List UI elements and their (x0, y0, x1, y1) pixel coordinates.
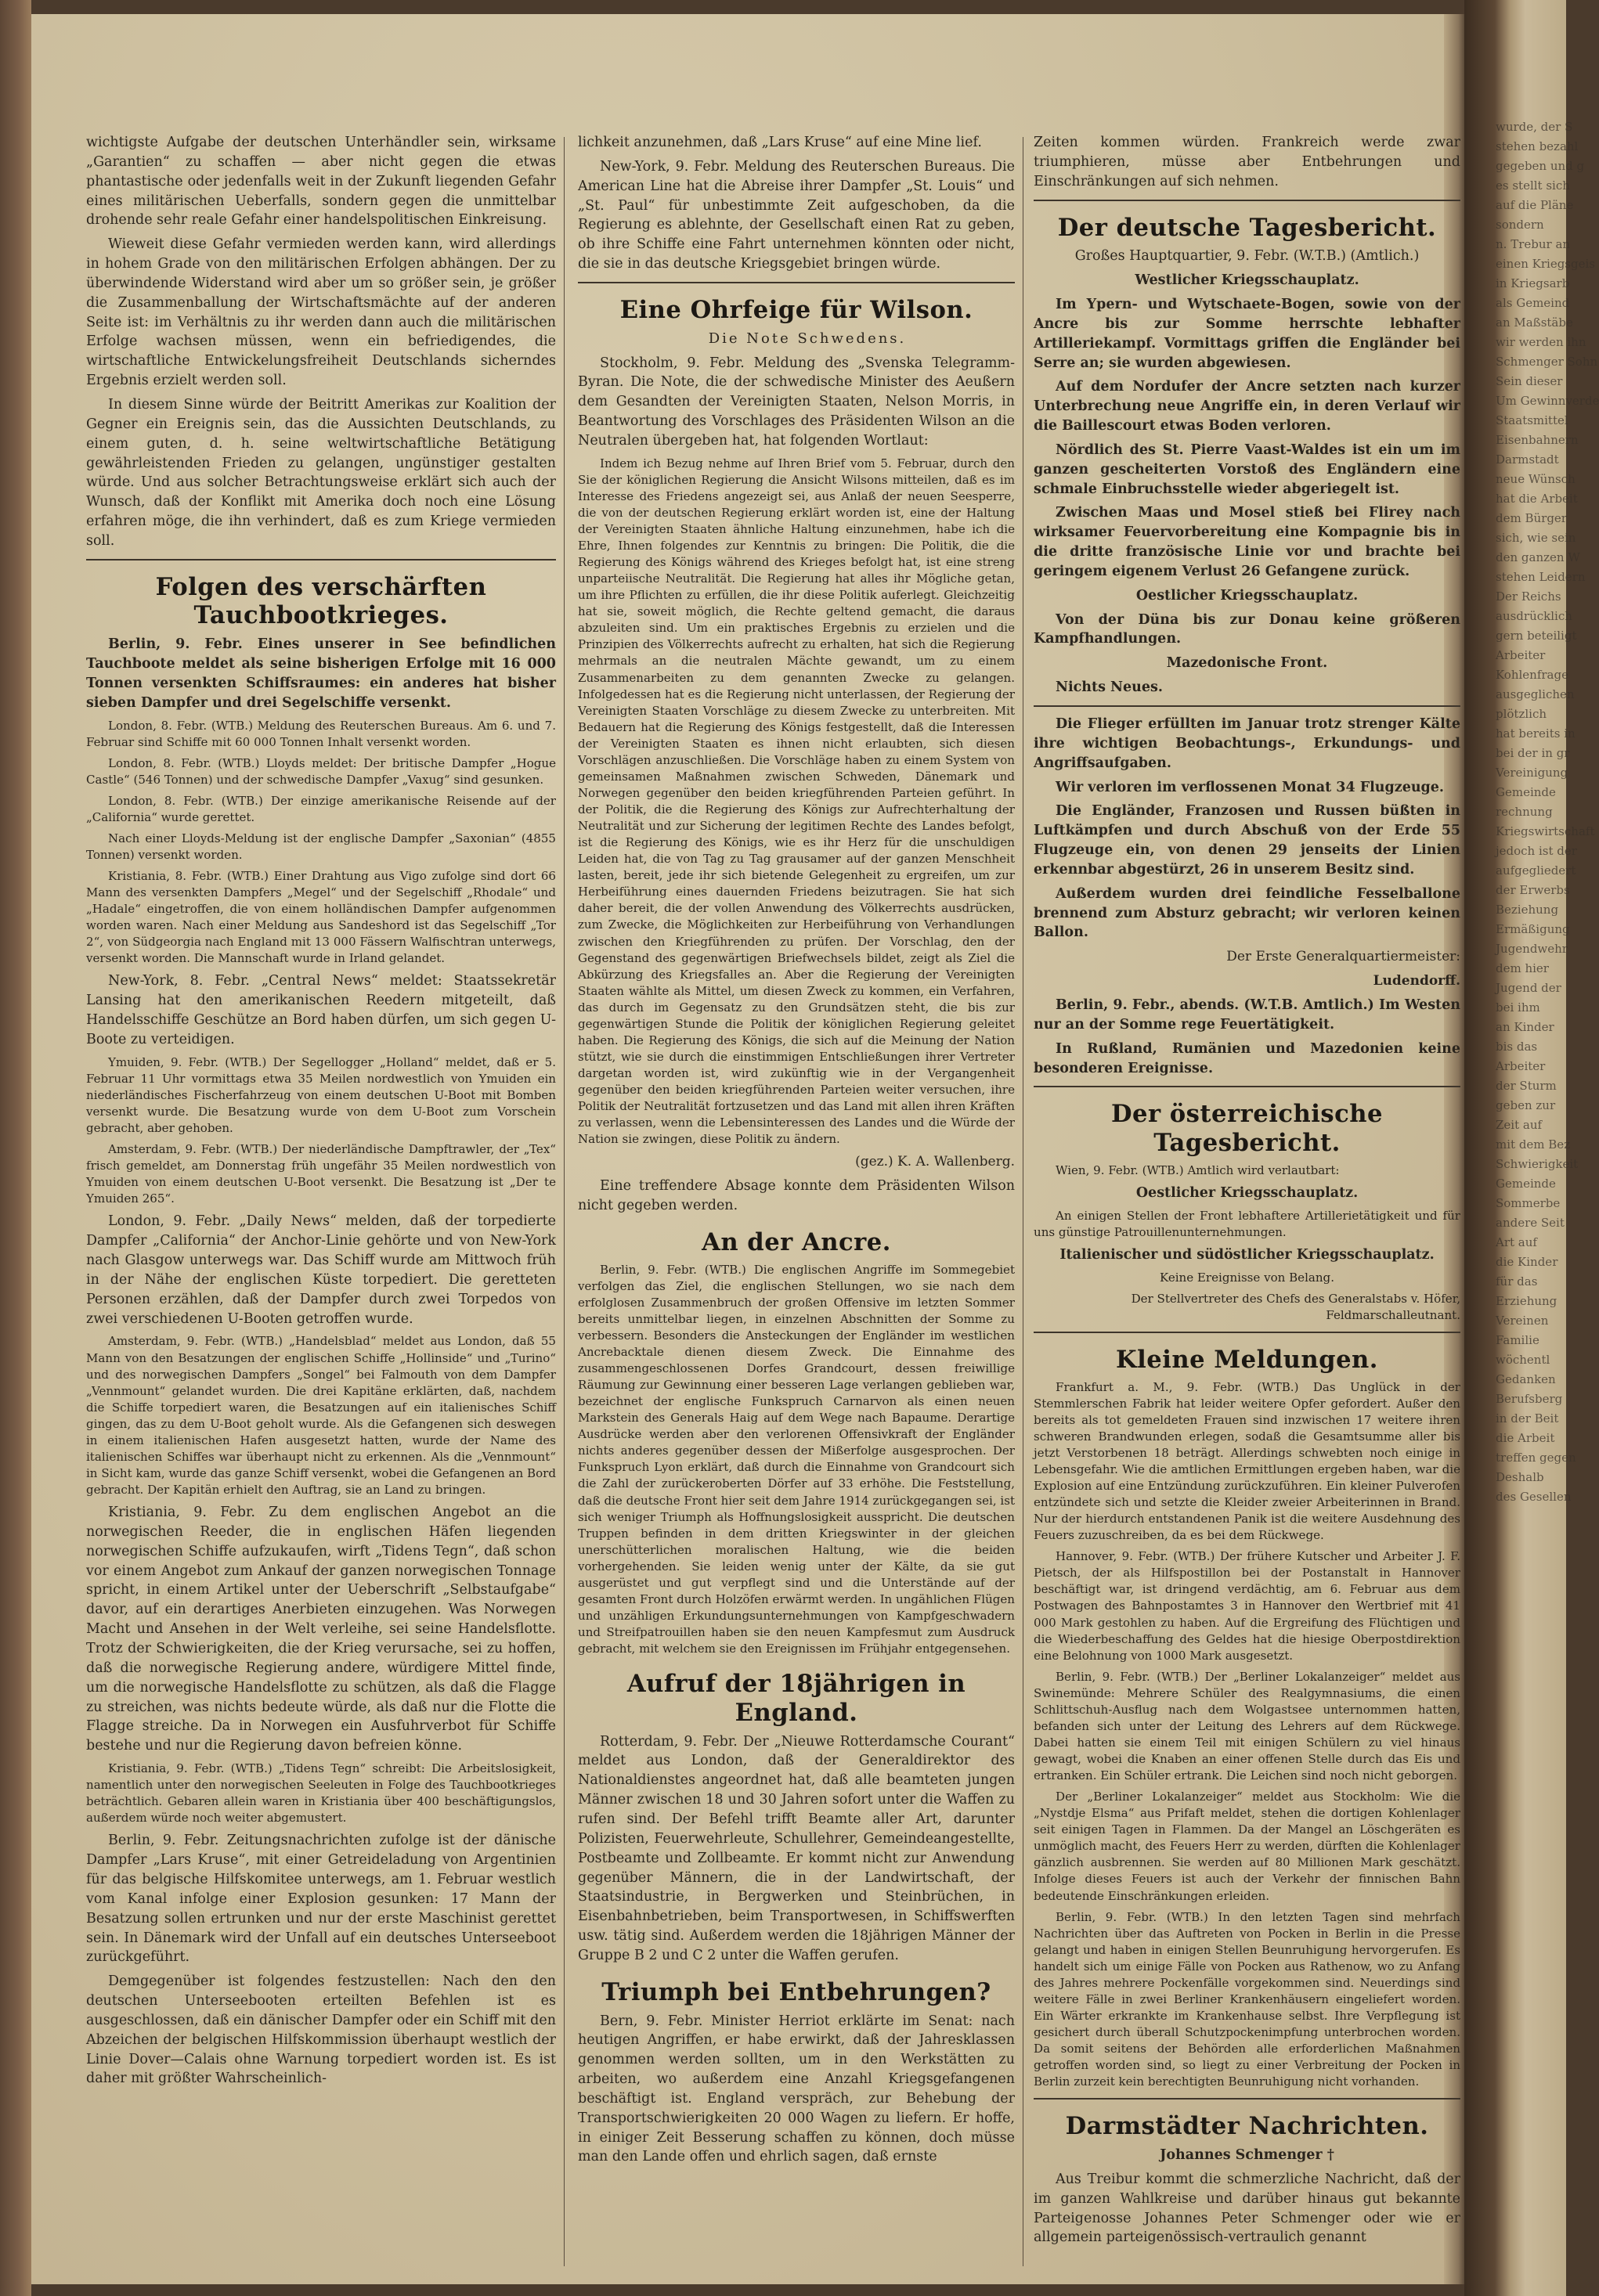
facing-page-line: ausdrücklich (1496, 609, 1572, 623)
headline-deutscher-tagesbericht: Der deutsche Tagesbericht. (1057, 213, 1437, 242)
facing-page-line: die Arbeit (1496, 1431, 1555, 1445)
obituary-text: Aus Treibur kommt die schmerzliche Nachricht, daß der im ganzen Wahlkreise und darüber hinaus gut bekannte Parteigenosse Johannes Peter Schmenger oder wie er allgemein parteigenössisch-vertraulich genannt (1034, 2171, 1460, 2246)
report-text: Nichts Neues. (1056, 679, 1163, 696)
news-item: Der „Berliner Lokalanzeiger“ meldet aus Stockholm: Wie die „Nystdje Elsma“ aus Prifaft meldet, stehen die dortigen Kohlenlager seit einigen Tagen in Flammen. Da der Mangel an Löschgeräten es unmöglich macht, des Feuers Herr zu werden, dürften die Kohlenlager gänzlich ausbrennen. Sie werden auf 80 Millionen Mark geschätzt. Infolge dieses Feuers ist auch der Verkehr der finnischen Bahn bedeutende Einschränkungen erleiden. (1034, 1790, 1460, 1903)
facing-page-line: rechnung (1496, 805, 1553, 819)
news-item: Frankfurt a. M., 9. Febr. (WTB.) Das Unglück in der Stemmlerschen Fabrik hat leider weitere Opfer gefordert. Außer den bereits als tot gemeldeten Frauen sind inzwischen 17 weitere ihren schweren Brandwunden erlegen, sodaß die Gesamtsumme aller bis jetzt Verstorbenen 18 beträgt. Allerdings schwebten noch einige in Lebensgefahr. Wie die amtlichen Ermittlungen ergeben haben, war die Explosion auf eine Entzündung zurückzuführen. Ein kleiner Pulverofen entzündete sich und setzte die Kleider zweier Arbeiterinnen in Brand. Nur der hierdurch entstandenen Panik ist die weitere Ausdehnung des Feuers zuzuschreiben, da es bei dem Rückwege. (1034, 1379, 1460, 1543)
report-dateline: Wien, 9. Febr. (WTB.) Amtlich wird verlautbart: (1056, 1162, 1340, 1177)
news-item: Demgegenüber ist folgendes festzustellen: Nach den den deutschen Unterseebooten erteilten Befehlen ist es ausgeschlossen, daß ein dänischer Dampfer oder ein Schiff mit den Abzeichen der belgischen Hilfskommission überhaupt westlich der Linie Dover—Calais ohne Warnung torpediert worden ist. Es ist daher mit größter Wahrscheinlich- (86, 1973, 556, 2087)
facing-page-line: hat bereits in (1496, 726, 1576, 741)
news-item: Kristiania, 9. Febr. Zu dem englischen Angebot an die norwegischen Reeder, die in englischen Häfen liegenden norwegischen Schiffe aufzukaufen, wirft „Tidens Tegn“, daß schon vor einem Angebot zum Ankauf der ganzen norwegischen Tonnage spricht, in einem Artikel unter der Ueberschrift „Selbstaufgabe“ davor, auf ein derartiges Anerbieten einzugehen. Was Norwegen Macht und Ansehen in der Welt verleihe, sei seine Handelsflotte. Trotz der Schwierigkeiten, die der Krieg verursache, sei zu hoffen, daß die norwegische Regierung andere, würdigere Mittel finde, um die norwegische Handelsflotte zu schützen, als daß die Flagge zu streichen, was nichts bedeute würde, als daß nur die Flotte die Flagge streiche. Da in Norwegen ein Ausfuhrverbot für Schiffe bestehe und nur die Regierung davon befreien könne. (86, 1505, 556, 1754)
headline-aufruf: Aufruf der 18jährigen in England. (626, 1670, 966, 1727)
news-item: London, 8. Febr. (WTB.) Der einzige amerikanische Reisende auf der „California“ wurde gerettet. (86, 793, 556, 824)
section-divider (1034, 2098, 1460, 2100)
facing-page-line: wurde, der S (1496, 120, 1573, 134)
report-dateline: Großes Hauptquartier, 9. Febr. (W.T.B.) (Amtlich.) (1074, 248, 1420, 265)
facing-page-line: bei ihm (1496, 1000, 1540, 1015)
column-1 (86, 133, 556, 2093)
facing-page-line: Beziehung (1496, 903, 1559, 917)
signature: (gez.) K. A. Wallenberg. (855, 1154, 1015, 1170)
section-divider (86, 559, 556, 560)
facing-page-line: Arbeiter (1496, 648, 1546, 662)
facing-page-line: Familie (1496, 1333, 1539, 1347)
news-item: Kristiania, 8. Febr. (WTB.) Einer Drahtung aus Vigo zufolge sind dort 66 Mann des versenkten Dampfers „Megel“ und der Segelschiff „Rhodale“ und „Hadale“ eingetroffen, die von einem holländischen Dampfer aufgenommen worden waren. Nach einer Meldung aus Sandeshord ist das Segelschiff „Tor 2“, von Südgeorgia nach England mit 13 000 Fässern Walfischtran unterwegs, versenkt worden. Die Mannschaft wurde in Irland gelandet. (86, 869, 556, 966)
facing-page-line: Kohlenfrage (1496, 668, 1568, 682)
facing-page-line: dem Bürger (1496, 511, 1567, 525)
report-text: An einigen Stellen der Front lebhaftere Artillerietätigkeit und für uns günstige Patrouillenunternehmungen. (1034, 1208, 1460, 1239)
news-item: Nach einer Lloyds-Meldung ist der englische Dampfer „Saxonian“ (4855 Tonnen) versenkt worden. (86, 831, 556, 863)
news-item: New-York, 8. Febr. „Central News“ meldet: Staatssekretär Lansing hat den amerikanischen Reedern mitgeteilt, daß Handelsschiffe Geschütze an Bord haben dürfen, um sich gegen U-Boote zu verteidigen. (86, 973, 556, 1047)
facing-page-line: gern beteiligt (1496, 629, 1577, 643)
report-text: In Rußland, Rumänien und Mazedonien keine besonderen Ereignisse. (1034, 1040, 1460, 1076)
facing-page-line: Schmenger Sohn (1496, 355, 1598, 369)
section-divider (1034, 1332, 1460, 1333)
continued-text: Zeiten kommen würden. Frankreich werde zwar triumphieren, müsse aber Entbehrungen und Einschränkungen auf sich nehmen. (1034, 135, 1460, 189)
obituary-name: Johannes Schmenger † (1160, 2147, 1334, 2164)
headline-tauchbootkrieg: Folgen des verschärften Tauchbootkrieges. (155, 572, 487, 630)
news-item: Ymuiden, 9. Febr. (WTB.) Der Segellogger „Holland“ meldet, daß er 5. Februar 11 Uhr vormittags etwa 35 Meilen nordwestlich von Ymuiden ein niederländisches Fischerfahrzeug von einem deutschen U-Boot mit Bomben versenkt wurde. Die Besatzung wurde von dem U-Boot zum Vorschein gebracht, aber gehoben. (86, 1054, 556, 1136)
report-text: Auf dem Nordufer der Ancre setzten nach kurzer Unterbrechung neue Angriffe ein, in deren Verlauf wir die Baillescourt etwas Boden verloren. (1034, 379, 1460, 434)
facing-page-line: stehen bezahl (1496, 139, 1579, 153)
news-item: Bern, 9. Febr. Minister Herriot erklärte im Senat: nach heutigen Angriffen, er habe erwirkt, daß der Jahresklassen genommen werden sollten, um in den Werkstätten zu arbeiten, wo außerdem eine Anzahl Kriegsgefangenen beschäftigt ist. England verspräch, zur Behebung der Transportschwierigkeiten 20 000 Wagen zu liefern. Er hoffe, in einiger Zeit Besserung schaffen zu können, doch müsse man den Lande offen und ehrlich sagen, daß ernste (578, 2013, 1015, 2165)
report-text: Zwischen Maas und Mosel stieß bei Flirey nach wirksamer Feuervorbereitung eine Kompagnie bis in die dritte französische Linie vor und brachte bei geringem eigenem Verlust 26 Gefangene zurück. (1034, 505, 1460, 579)
facing-page-line: an Kinder (1496, 1020, 1554, 1034)
front-title: Mazedonische Front. (1166, 655, 1328, 672)
facing-page-line: Berufsberg (1496, 1392, 1563, 1406)
news-item: London, 9. Febr. „Daily News“ melden, daß der torpedierte Dampfer „California“ der Anchor-Linie gehörte und von New-York nach Glasgow unterwegs war. Das Schiff wurde am Mittwoch früh in der Nähe der englischen Küste torpediert. Die geretteten Personen erzählen, daß der Dampfer durch zwei Torpedos von zwei verschiedenen U-Booten getroffen wurde. (86, 1213, 556, 1327)
report-text: Berlin, 9. Febr., abends. (W.T.B. Amtlich.) Im Westen nur an der Somme rege Feuertätigkeit. (1034, 997, 1460, 1033)
facing-page-line: es stellt sich (1496, 178, 1570, 193)
note-text: Indem ich Bezug nehme auf Ihren Brief vom 5. Februar, durch den Sie der königlichen Regierung die Ansicht Wilsons mitteilen, daß es im Interesse des Friedens angezeigt sei, aus Anlaß der neuen Seesperre, die von der deutschen Regierung erklärt worden ist, eine der Haltung der Vereinigten Staaten ähnliche Haltung einzunehmen, habe ich die Ehre, Ihnen folgendes zur Kenntnis zu bringen: Die Politik, die die Regierung des Königs während des Krieges befolgt hat, ist eine streng unparteiische Neutralität. Die Regierung hat alles ihr Mögliche getan, um ihre Pflichten zu erfüllen, die ihr diese Politik auferlegt. Gleichzeitig hat sie, soweit möglich, die Rechte geltend gemacht, die daraus abzuleiten sind. Um ein praktisches Ergebnis zu erzielen und die Prinzipien des Völkerrechts aufrecht zu erhalten, hat sich die Regierung mehrmals an die neutralen Mächte gewandt, um zu einem Zusammenarbeiten zu dem genannten Zwecke zu gelangen. Infolgedessen hat es die Regierung nicht unterlassen, der Regierung der Vereinigten Staaten Vorschläge zu diesem Zwecke zu unterbreiten. Mit Bedauern hat die Regierung des Königs festgestellt, daß die Interessen der Vereinigten Staaten es ihnen nicht erlaubten, sich diesen Vorschlägen anzuschließen. Die Vorschläge haben zu einem System von gemeinsamen Maßnahmen zwischen Schweden, Dänemark und Norwegen gegenüber den beiden kriegführenden Parteien geführt. In der Politik, die die Regierung des Königs zur Aufrechterhaltung der Neutralität und zur Sicherung der legitimen Rechte des Landes befolgt, ist die Regierung des Königs, wie es ihr Herz für die unschuldigen Leiden hat, die von Tag zu Tag grausamer auf der ganzen Menschheit lasten, bereit, jede ihr sich bietende Gelegenheit zu ergreifen, um zur Herbeiführung eines dauernden Friedens beizutragen. Sie hat sich daher bereit, die der vollen Anwendung des Völkerrechts ausdrücken, zum Zwecke, die Möglichkeiten zur Herbeiführung von Verhandlungen zwischen den Kriegführenden zu prüfen. Der Vorschlag, den der Gegenstand des gegenwärtigen Briefwechsels bildet, zeigt als Ziel die Abkürzung des Kriegsfalles an. Aber die Regierung der Vereinigten Staaten wählte als Mittel, um diesen Zweck zu kommen, ein Verfahren, das durch im Gegensatz zu den Grundsätzen steht, die bis zur gegenwärtigen Stunde die Politik der königlichen Regierung geleitet haben. Die Regierung des Königs, die sich auf die Meinung der Nation stützt, wie sie durch die einstimmigen Entschließungen ihrer Vertreter dargetan worden ist, wird zukünftig wie in der Vergangenheit gegenüber den beiden kriegführenden Parteien weiter versuchen, ihre Politik der Neutralität fortzusetzen und das Land mit allen ihren Kräften zu verlassen, wenn die Lebensinteressen des Landes und die Würde der Nation sie zwingen, diese Politik zu ändern. (578, 456, 1015, 1147)
report-text: Von der Düna bis zur Donau keine größeren Kampfhandlungen. (1034, 611, 1460, 647)
report-text: Keine Ereignisse von Belang. (1160, 1270, 1334, 1285)
column-3 (1034, 133, 1460, 2252)
facing-page-line: Arbeiter (1496, 1059, 1546, 1073)
signature-title: Der Erste Generalquartiermeister: (1226, 949, 1460, 965)
comment: Eine treffendere Absage konnte dem Präsidenten Wilson nicht gegeben werden. (578, 1178, 1015, 1214)
report-text: Die Flieger erfüllten im Januar trotz strenger Kälte ihre wichtigen Beobachtungs-, Erkundungs- und Angriffsaufgaben. (1034, 716, 1460, 771)
section-divider (1034, 705, 1460, 707)
news-item: London, 8. Febr. (WTB.) Lloyds meldet: Der britische Dampfer „Hogue Castle“ (546 Tonnen) und der schwedische Dampfer „Vaxug“ sind gesunken. (86, 755, 556, 787)
facing-page-line: Gemeinde (1496, 1177, 1556, 1191)
headline-wilson: Eine Ohrfeige für Wilson. (619, 295, 973, 324)
news-item: Hannover, 9. Febr. (WTB.) Der frühere Kutscher und Arbeiter J. F. Pietsch, der als Hilfspostillon bei der Postanstalt in Hannover beschäftigt war, ist dringend verdächtig, am 6. Februar aus dem Postwagen des Bahnpostamtes 3 in Hannover den Wertbrief mit 41 000 Mark gestohlen zu haben. Auf die Ergreifung des Flüchtigen und die Wiederbeschaffung des Geldes hat die hiesige Oberpostdirektion eine Belohnung von 1000 Mark ausgesetzt. (1034, 1549, 1460, 1663)
facing-page-line: n. Trebur an (1496, 237, 1571, 251)
news-item: Kristiania, 9. Febr. (WTB.) „Tidens Tegn“ schreibt: Die Arbeitslosigkeit, namentlich unter den norwegischen Seeleuten in Folge des Tauchbootkrieges beträchtlich. Gebaren allein waren in Kristiania über 400 beschäftigungslos, außerdem würde noch weiter abgemustert. (86, 1761, 556, 1826)
book-edge-left (0, 0, 31, 2296)
signature: Der Stellvertreter des Chefs des Generalstabs v. Höfer, Feldmarschalleutnant. (1131, 1291, 1460, 1322)
section-divider (578, 282, 1015, 283)
facing-page-line: Gemeinde (1496, 785, 1556, 799)
report-text: Nördlich des St. Pierre Vaast-Waldes ist ein um im ganzen gescheiterten Vorstoß des Engländern eine schmale Einbruchsstelle wieder abgeriegelt ist. (1034, 442, 1460, 497)
news-item: Berlin, 9. Febr. Zeitungsnachrichten zufolge ist der dänische Dampfer „Lars Kruse“, mit einer Getreideladung von Argentinien für das belgische Hilfskomitee unterwegs, am 1. Februar westlich vom Kanal infolge einer Explosion gesunken: 17 Mann der Besatzung sollen ertrunken und nur der erste Maschinist gerettet sein. In Dänemark wird der Unfall auf ein deutsches Unterseeboot zurückgeführt. (86, 1833, 556, 1966)
facing-page-line: Jugendwehr (1496, 942, 1568, 956)
section-divider (1034, 200, 1460, 201)
news-item: London, 8. Febr. (WTB.) Meldung des Reuterschen Bureaus. Am 6. und 7. Februar sind Schiffe mit 60 000 Tonnen Inhalt versenkt worden. (86, 718, 556, 749)
facing-page-line: wir werden ihn (1496, 335, 1586, 349)
facing-page-line: dem hier (1496, 961, 1549, 975)
column-2 (578, 133, 1015, 2172)
headline-ancre: An der Ancre. (702, 1227, 891, 1256)
facing-page-line: hat die Arbeit (1496, 492, 1578, 506)
facing-page-line: Staatsmittel (1496, 413, 1568, 427)
news-item: Stockholm, 9. Febr. Meldung des „Svenska Telegramm-Byran. Die Note, die der schwedische Minister des Aeußern dem Gesandten der Vereinigten Staaten, Nelson Morris, in Beantwortung des Vorschlages des Präsidenten Wilson an die Neutralen übergeben hat, hat folgenden Wortlaut: (578, 355, 1015, 449)
facing-page-line: gegeben und g (1496, 159, 1585, 173)
facing-page-line: den ganzen W (1496, 550, 1580, 564)
facing-page-line: treffen gegen (1496, 1451, 1576, 1465)
section-divider (1034, 1086, 1460, 1087)
facing-page-line: Darmstadt (1496, 452, 1559, 467)
facing-page-line: für das (1496, 1274, 1538, 1289)
facing-page-line: Deshalb (1496, 1470, 1544, 1484)
signature-name: Ludendorff. (1373, 973, 1460, 989)
facing-page-line: sondern (1496, 218, 1544, 232)
facing-page-line: wöchentl (1496, 1353, 1550, 1367)
headline-darmstaedter-nachrichten: Darmstädter Nachrichten. (1065, 2112, 1429, 2141)
facing-page-line: einen Kriegsgeis (1496, 257, 1595, 271)
facing-page-line: ausgeglichen (1496, 687, 1575, 701)
facing-page-line: stehen Leidern (1496, 570, 1586, 584)
facing-page-line: der Sturm (1496, 1079, 1557, 1093)
facing-page-line: bis das (1496, 1040, 1538, 1054)
facing-page-line: jedoch ist der (1496, 844, 1577, 858)
news-item: Amsterdam, 9. Febr. (WTB.) „Handelsblad“ meldet aus London, daß 55 Mann von den Besatzungen der englischen Schiffe „Hollinside“ und „Turino“ und des norwegischen Dampfers „Songel“ bei Falmouth von dem Dampfer „Vennmount“ gelandet wurden. Die drei Kapitäne erklärten, daß, nachdem die Schiffe torpediert waren, die Besatzungen auf ein italienisches Schiff gingen, das zu dem U-Boot geholt wurde. Als die Gefangenen sich deswegen in einem italienischen Hafen ausgesetzt hatten, wurde der Name des italienischen Schiffes war überhaupt nicht zu erkennen. Als die „Vennmount“ in Sicht kam, wurde das ganze Schiff versenkt, wobei die Gefangenen an Bord gebracht. Der Kapitän erhielt den Auftrag, sie an Land zu bringen. (86, 1334, 556, 1498)
front-title: Italienischer und südöstlicher Kriegsschauplatz. (1059, 1246, 1435, 1263)
facing-page-line: neue Wünsch (1496, 472, 1576, 486)
facing-page-line: als Gemeind (1496, 296, 1570, 310)
news-item: Berlin, 9. Febr. (WTB.) Der „Berliner Lokalanzeiger“ meldet aus Swinemünde: Mehrere Schüler des Realgymnasiums, die einen Schlittschuh-Ausflug nach dem Wolgastsee unternommen hatten, befanden sich unter der Leitung des Lehrers auf dem Rückwege. Dabei hatten sie einem Teil mit einigen Schülern zu viel hinaus gewagt, wobei die Knaben an einer offenen Stelle durch das Eis und ertranken. Ein Schüler ertrank. Die Leichen sind noch nicht geborgen. (1034, 1669, 1460, 1783)
facing-page-line: in der Beit (1496, 1411, 1559, 1426)
front-title: Oestlicher Kriegsschauplatz. (1135, 587, 1359, 604)
facing-page-text (1496, 117, 1599, 1507)
news-item: Berlin, 9. Febr. (WTB.) Die englischen Angriffe im Sommegebiet verfolgen das Ziel, die englischen Stellungen, wo sie nach dem erfolglosen Zusammenbruch der großen Offensive im letzten Sommer bereits unmittelbar liegen, in einzelnen Abschnitten der Somme zu verbessern. Besonders die Ansteckungen der Engländer im westlichen Ancrebacktale dienen diesem Zweck. Die Einnahme des zusammengeschlossenen Dorfes Grandcourt, dessen freiwillige Räumung zur Gewinnung einer besseren Lage verlangen geblieben war, bezeichnet der englische Funkspruch Carnarvon als einen neuen Markstein des Generals Haig auf dem Wege nach Bapaume. Derartige Ausdrücke werden aber den verlorenen Offensivkraft der Engländer nichts anderes gegenüber dessen der Mißerfolge ausgesprochen. Der Funkspruch Lyon erklärt, daß durch die Einnahme von Grandcourt sich die Zahl der zurückeroberten Dörfer auf 33 erhöhe. Die Feststellung, daß die deutsche Front hier seit dem Jahre 1914 zurückgegangen sei, ist sich weniger Triumph als Hoffnungslosigkeit ausspricht. Die deutschen Truppen befinden in dem dritten Kriegswinter in der gleichen unerschütterlichen moralischen Haltung, wie die beiden vorhergehenden. Sie leiden wenig unter der Kälte, da sie gut ausgerüstet und gut verpflegt sind und die Unterstände auf der gesamten Front durch Holzöfen erwärmt werden. In ungählichen Flügen und unzähligen Erkundungsunternehmungen von Kampfgeschwadern und Streifpatrouillen haben sie den neuen Kampfesmut zum Ausdruck gebracht, mit welchem sie den Ereignissen im Frühjahr entgegensehen. (578, 1262, 1015, 1656)
intro-paragraph-3: In diesem Sinne würde der Beitritt Amerikas zur Koalition der Gegner ein Ereignis sein, das die Aussichten Deutschlands, zu einem guten, d. h. seine weltwirtschaftliche Betätigung gewährleistenden Frieden zu gelangen, ungünstiger gestalten würde. Und aus solcher Betrachtungsweise erklärt sich auch der Wunsch, daß der Konflikt mit Amerika doch noch eine Lösung erfahren möge, die ihn verhindert, daß es zum Kriege vermieden soll. (86, 396, 556, 549)
article-lead: Berlin, 9. Febr. Eines unserer in See befindlichen Tauchboote meldet als seine bisherigen Erfolge mit 16 000 Tonnen versenkten Schiffsraumes: ein anderes hat bisher sieben Dampfer und drei Segelschiffe versenkt. (86, 636, 556, 711)
front-title: Westlicher Kriegsschauplatz. (1135, 272, 1359, 289)
news-item: Berlin, 9. Febr. (WTB.) In den letzten Tagen sind mehrfach Nachrichten über das Auftreten von Pocken in Berlin in die Presse gelangt und haben in einigen Stellen Beunruhigung hervorgerufen. Es handelt sich um einige Fälle von Pocken aus Rathenow, wo zu Anfang des Jahres mehrere Pockenfälle vorgekommen sind. Neuerdings sind weitere Fälle in zwei Berliner Krankenhäusern eingeliefert worden. Ein Wärter erkrankte im Krankenhause selbst. Ihre Verpflegung ist gesichert durch überall Schutzpockenimpfung unterbrochen worden. Da somit seitens der Behörden alle erforderlichen Maßnahmen getroffen worden sind, so liegt zu einer Verbreitung der Pocken in Berlin zurzeit kein berechtigten Beunruhigung nicht vorhanden. (1034, 1909, 1460, 2089)
facing-page-line: andere Seit (1496, 1216, 1565, 1230)
news-item: New-York, 9. Febr. Meldung des Reuterschen Bureaus. Die American Line hat die Abreise ihrer Dampfer „St. Louis“ und „St. Paul“ für unbestimmte Zeit aufgeschoben, da die Regierung es ablehnte, der Gesellschaft einen Rat zu geben, ob ihre Schiffe eine Fahrt unternehmen könnten oder nicht, die sie in das deutsche Kriegsgebiet bringen würde. (578, 158, 1015, 272)
report-text: Außerdem wurden drei feindliche Fesselballone brennend zum Absturz gebracht; wir verloren keinen Ballon. (1034, 885, 1460, 941)
news-item: Amsterdam, 9. Febr. (WTB.) Der niederländische Dampftrawler, der „Tex“ frisch gemeldet, am Donnerstag früh ungefähr 35 Meilen nordwestlich von Ymuiden von einem deutschen U-Boot versenkt. Die Besatzung ist „Der te Ymuiden 265“. (86, 1142, 556, 1206)
headline-triumph: Triumph bei Entbehrungen? (601, 1977, 991, 2006)
front-title: Oestlicher Kriegsschauplatz. (1135, 1184, 1359, 1201)
intro-paragraph-1: wichtigste Aufgabe der deutschen Unterhändler sein, wirksame „Garantien“ zu schaffen — aber nicht gegen die etwas phantastische oder jedenfalls weit in der Zukunft liegenden Gefahr eines militärischen Ueberfalls, sondern gegen die unmittelbar drohende sehr reale Gefahr einer handelspolitischen Einkreisung. (86, 135, 556, 229)
facing-page-line: Ermäßigung (1496, 922, 1570, 936)
facing-page-line: Sein dieser (1496, 374, 1563, 388)
facing-page-line: bei der in gr (1496, 746, 1570, 760)
report-text: Im Ypern- und Wytschaete-Bogen, sowie von der Ancre bis zur Somme herrschte lebhafter Artilleriekampf. Vormittags griffen die Engländer bei Serre an; sie wurden abgewiesen. (1034, 296, 1460, 371)
facing-page-line: Schwierigkeit (1496, 1157, 1579, 1171)
headline-kleine-meldungen: Kleine Meldungen. (1116, 1345, 1378, 1374)
facing-page-line: Der Reichs (1496, 589, 1561, 604)
facing-page-line: Art auf (1496, 1235, 1537, 1249)
facing-page-line: Zeit auf (1496, 1118, 1543, 1132)
headline-oesterr-tagesbericht: Der österreichische Tagesbericht. (1110, 1100, 1384, 1158)
facing-page-line: des Gesellen (1496, 1490, 1572, 1504)
facing-page-line: in Kriegsarb (1496, 276, 1570, 290)
facing-page-line: Vereinigung (1496, 766, 1568, 780)
subheadline: Die Note Schwedens. (708, 330, 907, 347)
facing-page-line: sich, wie sein (1496, 531, 1576, 545)
facing-page-line: auf die Pläne (1496, 198, 1574, 212)
intro-paragraph-2: Wieweit diese Gefahr vermieden werden kann, wird allerdings in hohem Grade von den militärischen Erfolgen abhängen. Der zu überwindende Widerstand wird aber um so größer sein, je größer die Zusammenballung der Wirtschaftsmächte auf der anderen Seite ist: im Verhältnis zu ihr werden dann auch die militärischen Erfolge wachsen müssen, wenn ein befriedigendes, die wirtschaftliche Entwickelungsfreiheit Deutschlands sicherndes Ergebnis erzielt werden soll. (86, 236, 556, 389)
report-text: Wir verloren im verflossenen Monat 34 Flugzeuge. (1056, 779, 1445, 795)
facing-page-line: Vereinen (1496, 1314, 1549, 1328)
facing-page-line: Gedanken (1496, 1372, 1556, 1386)
facing-page-line: aufgegliedert (1496, 863, 1576, 878)
facing-page-line: der Erwerbs (1496, 883, 1570, 897)
facing-page-line: geben zur (1496, 1098, 1556, 1112)
news-item: Rotterdam, 9. Febr. Der „Nieuwe Rotterdamsche Courant“ meldet aus London, daß der Generaldirektor des Nationaldienstes angeordnet hat, daß alle beamteten jungen Männer zwischen 18 und 30 Jahren sofort unter die Waffen zu rufen sind. Der Befehl trifft Beamte aller Art, darunter Polizisten, Feuerwehrleute, Schullehrer, Gemeindeangestellte, Postbeamte und Zollbeamte. Er kommt nicht zur Anwendung gegenüber Männern, die in der Landwirtschaft, der Staatsindustrie, in Bergwerken und Steinbrüchen, in Eisenbahnbetrieben, beim Transportwesen, in Schiffswerften usw. tätig sind. Außerdem werden die 18jährigen Männer der Gruppe B 2 und C 2 unter die Waffen gerufen. (578, 1733, 1015, 1963)
report-text: Die Engländer, Franzosen und Russen büßten in Luftkämpfen und durch Abschuß von der Erde 55 Flugzeuge ein, von denen 29 jenseits der Linien erkennbar abgestürzt, 26 in unserem Besitz sind. (1034, 803, 1460, 878)
facing-page-line: Um Gewinnverde (1496, 394, 1599, 408)
facing-page-line: Jugend der (1496, 981, 1561, 995)
facing-page-line: Erziehung (1496, 1294, 1557, 1308)
facing-page-line: Eisenbahnern (1496, 433, 1579, 447)
facing-page-edge (1464, 0, 1599, 2296)
facing-page-line: die Kinder (1496, 1255, 1558, 1269)
facing-page-line: Sommerbe (1496, 1196, 1561, 1210)
column-rule-1 (564, 137, 565, 2266)
facing-page-line: Kriegswirtschaft (1496, 824, 1595, 838)
facing-page-line: plötzlich (1496, 707, 1547, 721)
facing-page-line: an Maßstäbe (1496, 315, 1573, 330)
continued-text: lichkeit anzunehmen, daß „Lars Kruse“ auf eine Mine lief. (578, 135, 982, 150)
facing-page-line: mit dem Bez (1496, 1137, 1571, 1152)
